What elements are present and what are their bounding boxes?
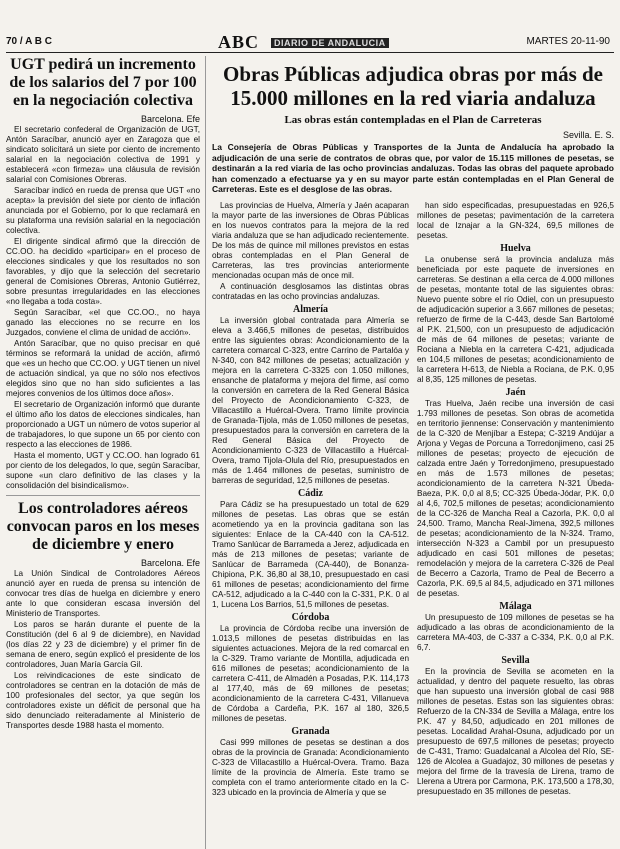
paragraph: Tras Huelva, Jaén recibe una inversión de casi 1.793 millones de pesetas. Son obras de acometida en territorio jiennense: Conservación y mantenimiento de la C-320 de Menjíbar a Estepa; C-3219 Andújar a Arjona y Vegas de Porcuna a Torredonjimeno, casi 25 millones de pesetas; proyecto de ejecución de calzada entre Jaén y Torredonjimeno, presupuestado en más de 1.573 millones de pesetas; acondicionamiento de la carretera N-321 Úbeda-Baeza, P.K. 0,0 al 8,5; CC-325 Úbeda-Jódar, P.K. 0,0 al 4,6, 702,5 millones de pesetas; acondicionamiento de la CC-326 de Mancha Real a Cazorla, P.K. 0,0 al 24,500. Tramo, Mancha Real-Jimena, 392,5 millones de pesetas; acondicionamiento de la N-324. Tramo, intersección N-323 a Cambil por un presupuesto adjudicado en casi 501 millones de pesetas; remodelación y mejora de la carretera C-326 de Peal de Becerro a Cazorla, Tramo de Peal de Becerro a Cazorla, P.K. 69,5 al 84,5, adjudicado en 371 millones de pesetas.	[417, 398, 614, 598]
paragraph: Las provincias de Huelva, Almería y Jaén acaparan la mayor parte de las inversiones de Obras Públicas en los nuevos contratos para la mejora de la red viaria andaluza que se han adjudicado recientemente. De los más de quince mil millones previstos en estas obras contempladas en el Plan General de Carreteras, las tres provincias anteriormente mencionadas ocupan más de once mil.	[212, 200, 409, 280]
paragraph: Saracíbar indicó en rueda de prensa que UGT «no acepta» la previsión del siete por ciento de inflación anunciada por el Gobierno, por lo que reclamará en su plataforma una revisión salarial en la negociación colectiva.	[6, 186, 200, 235]
paragraph: La provincia de Córdoba recibe una inversión de 1.013,5 millones de pesetas distribuidas en las siguientes actuaciones. Mejora de la red comarcal en la C-329. Tramo variante de Montilla, adjudicada en 616 millones de pesetas; acondicionamiento de la carretera C-411, de Almadén a Posadas, P.K. 114,173 al 177,40, más de 69 millones de pesetas; acondicionamiento de la carretera C-431, Villanueva de Córdoba a Cardeña, P.K. 167 al 180, 326,5 millones de pesetas.	[212, 623, 409, 723]
main-article	[212, 56, 614, 849]
page-header	[6, 32, 616, 52]
newspaper-logo: ABC	[218, 32, 260, 52]
province-heading: Huelva	[500, 242, 531, 254]
paragraph: Antón Saracíbar, que no quiso precisar en qué términos se reformará la unidad de acción, afirmó que «es un hecho que CC.OO. y UGT tienen un nivel de actuación sindical, ya que no sólo nos efectivos elegidos sino que no han sido suficientes a las mejores convenios de los últimos doce años».	[6, 339, 200, 398]
paragraph: Los reivindicaciones de este sindicato de controladores se centran en la dotación de más de 100 profesionales del sector, ya que según los controladores existe un déficit de personal que ha sido denunciado reiteradamente al Ministerio de Transportes desde 1988 hasta el momento.	[6, 671, 200, 730]
paragraph: Casi 999 millones de pesetas se destinan a dos obras de la provincia de Granada: Acondicionamiento C-323 de Villacastillo a Huércal-Overa. Tramo. Baza límite de la provincia de Almería. Este tramo se completa con el tramo anteriormente citado en la C-323 ubicado en la provincia de Almería y que se	[212, 737, 409, 797]
article2-byline: Barcelona. Efe	[140, 558, 200, 568]
paragraph: El secretario confederal de Organización de UGT, Antón Saracíbar, anunció ayer en Zaragoza que el sindicato solicitará un siete por ciento de incremento salarial en la negociación colectiva de 1991 y establecerá «con firmeza» una cláusula de revisión salarial con Comisiones Obreras.	[6, 125, 200, 184]
article2-title: Los controladores aéreos convocan paros en los meses de diciembre y enero	[6, 500, 200, 553]
main-subtitle: Las obras están contempladas en el Plan de Carreteras	[284, 114, 542, 126]
main-headline: Obras Públicas adjudica obras por más de 15.000 millones en la red viaria andaluza	[223, 62, 603, 110]
article1-title: UGT pedirá un incremento de los salarios del 7 por 100 en la negociación colectiva	[9, 56, 197, 109]
paragraph: Los paros se harán durante el puente de la Constitución (del 6 al 9 de diciembre), en Navidad (los días 22 y 23 de diciembre) y el primer fin de semana de enero, según explicó el presidente de los controladores, Juan María García Gil.	[6, 620, 200, 669]
article2-body	[6, 569, 200, 731]
paragraph: A continuación desglosamos las distintas obras contratadas en las ocho provincias andaluzas.	[212, 281, 409, 301]
header-rule	[6, 52, 614, 53]
main-columns	[212, 201, 614, 799]
paragraph: La onubense será la provincia andaluza más beneficiada por este paquete de inversiones en carreteras. Se destinan a ella cerca de 4.000 millones de pesetas, montante total de las siguientes obras: Nuevo puente sobre el río Odiel, con un presupuesto de adjudicación superior a 3.667 millones de pesetas; refuerzo de firme de la C-443, desde San Bartolomé al P.K. 21,500, con un presupuesto de adjudicación de más de 64 millones de pesetas; variante de Rociana a Niebla en la carretera C-421, adjudicada en 104,5 millones de pesetas; acondicionamiento de la carretera H-613, de Niebla a Rociana, de P.K. 0,95 al 8,35, 125 millones de pesetas.	[417, 254, 614, 384]
paragraph: En la provincia de Sevilla se acometen en la actualidad, y dentro del paquete resuelto, las obras que han supuesto una inversión global de casi 988 millones de pesetas. Estas son las siguientes obras: Refuerzo de la CN-334 de Sevilla a Málaga, entre los P.K. 47 y 84,50, adjudicado en 201 millones de pesetas. Localidad Arahal-Osuna, adjudicado por un presupuesto de 697,5 millones de pesetas; proyecto de C-431, Tramo: Guadalcanal a Alcolea del Río, SE-126 de Alcolea a Guadajoz, 30 millones de pesetas y mejora del firme de la travesía de Lirena, tramo de Llerena a Utrera por Carmona, P.K. 173,500 a 178,30, presupuestado en 35 millones de pesetas.	[417, 666, 614, 796]
article1-byline: Barcelona. Efe	[140, 114, 200, 124]
province-heading: Cádiz	[298, 487, 323, 499]
paragraph: Para Cádiz se ha presupuestado un total de 629 millones de pesetas. Las obras que se están acometiendo ya en la provincia gaditana son las siguientes: Enlace de la CA-440 con la CA-512. Tramo Sanlúcar de Barrameda a Jerez, adjudicada en más de 213 millones de pesetas; variante de Sanlúcar de Barrameda (CA-440), de Bonanza-Chipiona, P.K. 36,80 al 38,10, presupuestado en casi 61 millones de pesetas; acondicionamiento del firme CA-512, adjudicado a la C-440 con la C-331, P.K. 0 al 1, Lucena Los Barrios, 51,5 millones de pesetas.	[212, 499, 409, 609]
paragraph: Un presupuesto de 109 millones de pesetas se ha adjudicado a las obras de acondicionamiento de la carretera MA-403, de C-337 a C-334, P.K. 0,0 al P.K. 6,7.	[417, 612, 614, 652]
article-divider	[6, 495, 200, 496]
main-column-2	[417, 201, 614, 799]
province-heading: Córdoba	[291, 611, 330, 623]
left-column	[6, 56, 206, 849]
province-heading: Sevilla	[501, 654, 530, 666]
province-heading: Granada	[291, 725, 330, 737]
main-column-1	[212, 201, 409, 799]
province-heading: Málaga	[499, 600, 532, 612]
article1-body	[6, 125, 200, 491]
paragraph: La Unión Sindical de Controladores Aéreos anunció ayer en rueda de prensa su intención de convocar tres días de huelga en diciembre y enero ante lo que consideran escasa inversión del Ministerio de Transportes.	[6, 569, 200, 618]
paragraph: La inversión global contratada para Almería se eleva a 3.466,5 millones de pesetas, distribuidos entre las siguientes obras: Acondicionamiento de la carretera comarcal C-323, entre Carrino de Partalóa y N-340, con 842 millones de pesetas; actualización y mejora en la carretera C-3325 con 1.050 millones, ensanche de plataforma y mejora del firme, así como la conversión en carretera de la Red General Básica del Proyecto de Acondicionamiento C-323, de Villacastillo a Huércal-Overa. Tramo límite provincia de Granada-Tijola, más de 1.050 millones de pesetas, presupuestados para la conversión en carretera de la Red General Básica del Proyecto de Acondicionamiento C-323 de Villacastillo a Huércal-Overa, tramo Tijola-Olula del Río, presupuestados en más de 1.464 millones de pesetas, suministro de barreras de seguridad, 12,5 millones de pesetas.	[212, 315, 409, 485]
paragraph: Hasta el momento, UGT y CC.OO. han logrado 61 por ciento de los delegados, lo que, según Saracíbar, supone «un claro definitivo de las clases y la consolidación del bisindicalismo».	[6, 451, 200, 490]
issue-date: MARTES 20-11-90	[526, 36, 610, 47]
paragraph: El secretario de Organización informó que durante el último año los datos de elecciones sindicales, han proporcionado a UGT un número de votos superior al de trabajadores, lo que supone un 65 por ciento con respecto a las elecciones de 1986.	[6, 400, 200, 449]
province-heading: Jaén	[505, 386, 526, 398]
paragraph: El dirigente sindical afirmó que la dirección de CC.OO. ha decidido «participar» en el proceso de elecciones sindicales y que los resultados no son favorables, y dijo que la selección del secretario general de Comisiones Obreras, Antonio Gutiérrez, sobre presuntas irregularidades en las elecciones «no llegaba a toda costa».	[6, 237, 200, 306]
province-heading: Almería	[293, 303, 328, 315]
page-number: 70 / A B C	[6, 36, 52, 47]
section-title: DIARIO DE ANDALUCIA	[271, 38, 389, 48]
main-lead: La Consejería de Obras Públicas y Transportes de la Junta de Andalucía ha aprobado la adjudicación de una serie de contratos de obras que, por valor de 15.115 millones de pesetas, se destinarán a la red viaria de las ocho provincias andaluzas. Todas las obras del paquete aprobado han comenzado a efectuarse ya y en su mayor parte están contempladas en el Plan General de Carreteras. Este es el desglose de las obras.	[212, 142, 614, 194]
paragraph: han sido especificadas, presupuestadas en 926,5 millones de pesetas; pavimentación de la carretera local de Iznajar a la GN-324, 69,5 millones de pesetas.	[417, 200, 614, 240]
paragraph: Según Saracíbar, «el que CC.OO., no haya ganado las elecciones no se recurre en los Juzgados, conviene el clima de unidad de acción».	[6, 308, 200, 337]
main-byline: Sevilla. E. S.	[562, 130, 614, 140]
